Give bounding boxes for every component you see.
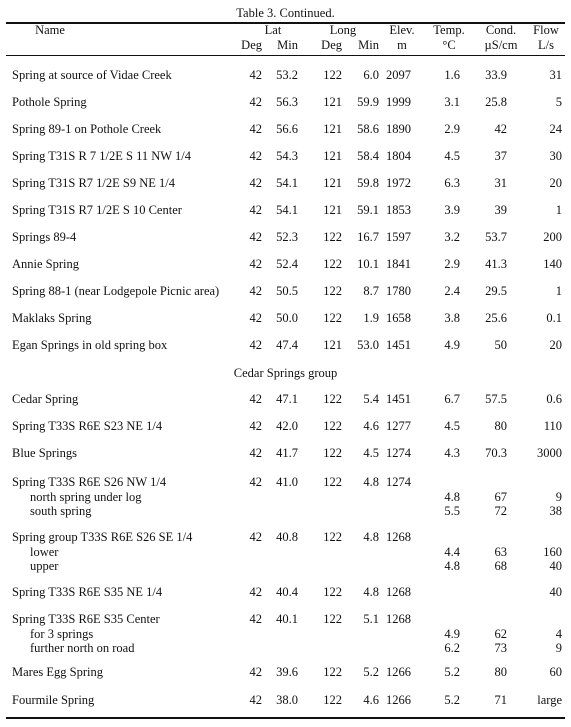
- cell-cond: 41.3: [485, 257, 507, 271]
- cell-name: Spring 89-1 on Pothole Creek: [12, 122, 162, 136]
- cell-name: north spring under log: [30, 490, 142, 504]
- cell-cond: 37: [494, 149, 507, 163]
- cell-flow: 140: [543, 257, 562, 271]
- cell-name: Spring T31S R7 1/2E S 10 Center: [12, 203, 182, 217]
- cell-temp: 2.4: [444, 284, 460, 298]
- cell-lat-min: 53.2: [276, 68, 298, 82]
- cell-name: Spring T33S R6E S23 NE 1/4: [12, 419, 163, 433]
- cell-cond: 80: [494, 665, 507, 679]
- cell-lat-deg: 42: [249, 665, 262, 679]
- header-lat-min: Min: [277, 38, 298, 52]
- cell-flow: 0.6: [546, 392, 562, 406]
- cell-flow: 30: [549, 149, 562, 163]
- header-name: Name: [35, 23, 65, 37]
- header-temp-unit: °C: [442, 38, 456, 52]
- cell-cond: 73: [494, 641, 507, 655]
- cell-temp: 4.5: [444, 149, 460, 163]
- cell-temp: 2.9: [444, 122, 460, 136]
- cell-temp: 4.9: [444, 627, 460, 641]
- cell-temp: 3.2: [444, 230, 460, 244]
- cell-long-min: 6.0: [363, 68, 379, 82]
- cell-name: Spring T33S R6E S26 NW 1/4: [12, 475, 167, 489]
- cell-lat-min: 41.7: [276, 446, 298, 460]
- cell-name: Springs 89-4: [12, 230, 77, 244]
- cell-lat-deg: 42: [249, 585, 262, 599]
- cell-temp: 4.5: [444, 419, 460, 433]
- cell-flow: 24: [549, 122, 562, 136]
- cell-lat-deg: 42: [249, 338, 262, 352]
- cell-long-min: 8.7: [363, 284, 379, 298]
- cell-temp: 4.9: [444, 338, 460, 352]
- cell-name: lower: [30, 545, 59, 559]
- cell-name: upper: [30, 559, 59, 573]
- cell-long-min: 58.4: [357, 149, 379, 163]
- header-cond-unit: µS/cm: [484, 38, 518, 52]
- cell-long-deg: 121: [323, 203, 342, 217]
- cell-long-deg: 122: [323, 446, 342, 460]
- cell-temp: 6.7: [444, 392, 460, 406]
- cell-temp: 4.3: [444, 446, 460, 460]
- cell-cond: 25.6: [485, 311, 507, 325]
- cell-cond: 33.9: [485, 68, 507, 82]
- cell-flow: 40: [549, 585, 562, 599]
- cell-flow: 38: [549, 504, 562, 518]
- cell-cond: 53.7: [485, 230, 507, 244]
- table-caption: Table 3. Continued.: [236, 6, 335, 20]
- cell-long-min: 59.1: [357, 203, 379, 217]
- cell-long-min: 5.1: [363, 612, 379, 626]
- cell-long-deg: 122: [323, 585, 342, 599]
- cell-elev: 1890: [386, 122, 411, 136]
- cell-long-deg: 122: [323, 475, 342, 489]
- cell-cond: 67: [494, 490, 507, 504]
- cell-lat-min: 39.6: [276, 665, 298, 679]
- header-long-deg: Deg: [321, 38, 342, 52]
- cell-cond: 72: [494, 504, 507, 518]
- header-temp: Temp.: [433, 23, 465, 37]
- cell-long-deg: 122: [323, 612, 342, 626]
- cell-long-deg: 122: [323, 665, 342, 679]
- header-elev: Elev.: [389, 23, 415, 37]
- cell-flow: 9: [555, 641, 562, 655]
- cell-long-deg: 122: [323, 392, 342, 406]
- cell-long-deg: 122: [323, 693, 342, 707]
- cell-elev: 1268: [386, 530, 411, 544]
- cell-name: Spring T31S R7 1/2E S9 NE 1/4: [12, 176, 175, 190]
- cell-flow: 110: [543, 419, 562, 433]
- cell-name: Spring at source of Vidae Creek: [12, 68, 172, 82]
- cell-elev: 1274: [386, 475, 411, 489]
- cell-name: Spring T33S R6E S35 Center: [12, 612, 160, 626]
- cell-lat-min: 42.0: [276, 419, 298, 433]
- cell-lat-deg: 42: [249, 284, 262, 298]
- cell-lat-deg: 42: [249, 475, 262, 489]
- cell-flow: 40: [549, 559, 562, 573]
- cell-temp: 2.9: [444, 257, 460, 271]
- cell-temp: 5.5: [444, 504, 460, 518]
- header-long: Long: [329, 23, 357, 37]
- cell-elev: 1658: [386, 311, 411, 325]
- cell-lat-deg: 42: [249, 149, 262, 163]
- cell-elev: 1274: [386, 446, 411, 460]
- cell-name: south spring: [30, 504, 92, 518]
- cell-long-deg: 121: [323, 338, 342, 352]
- cell-lat-min: 50.0: [276, 311, 298, 325]
- cell-flow: 0.1: [546, 311, 562, 325]
- cell-long-min: 4.8: [363, 475, 379, 489]
- cell-cond: 62: [494, 627, 507, 641]
- cell-temp: 5.2: [444, 665, 460, 679]
- cell-name: Egan Springs in old spring box: [12, 338, 168, 352]
- cell-name: Annie Spring: [12, 257, 80, 271]
- cell-name: Spring T31S R 7 1/2E S 11 NW 1/4: [12, 149, 191, 163]
- cell-lat-deg: 42: [249, 230, 262, 244]
- cell-lat-min: 50.5: [276, 284, 298, 298]
- cell-temp: 4.4: [444, 545, 460, 559]
- cell-name: for 3 springs: [30, 627, 94, 641]
- cell-temp: 5.2: [444, 693, 460, 707]
- header-flow-unit: L/s: [538, 38, 554, 52]
- cell-long-min: 16.7: [357, 230, 379, 244]
- cell-elev: 1277: [386, 419, 411, 433]
- header-long-min: Min: [358, 38, 379, 52]
- cell-elev: 1780: [386, 284, 411, 298]
- cell-long-min: 5.2: [363, 665, 379, 679]
- cell-flow: 4: [555, 627, 562, 641]
- cell-temp: 3.9: [444, 203, 460, 217]
- cell-long-min: 58.6: [357, 122, 379, 136]
- cell-cond: 71: [494, 693, 507, 707]
- cell-elev: 1266: [386, 665, 411, 679]
- cell-elev: 1999: [386, 95, 411, 109]
- cell-long-deg: 122: [323, 230, 342, 244]
- cell-lat-deg: 42: [249, 311, 262, 325]
- cell-lat-deg: 42: [249, 530, 262, 544]
- cell-lat-deg: 42: [249, 392, 262, 406]
- cell-name: Maklaks Spring: [12, 311, 92, 325]
- cell-long-min: 4.5: [363, 446, 379, 460]
- cell-lat-min: 41.0: [276, 475, 298, 489]
- cell-flow: 20: [549, 176, 562, 190]
- header-lat-deg: Deg: [241, 38, 262, 52]
- header-lat: Lat: [264, 23, 282, 37]
- cell-name: Spring group T33S R6E S26 SE 1/4: [12, 530, 193, 544]
- cell-name: Blue Springs: [12, 446, 77, 460]
- cell-cond: 31: [494, 176, 507, 190]
- cell-cond: 80: [494, 419, 507, 433]
- cell-name: further north on road: [30, 641, 135, 655]
- cell-long-deg: 122: [323, 311, 342, 325]
- header-elev-unit: m: [397, 38, 407, 52]
- cell-lat-deg: 42: [249, 419, 262, 433]
- cell-flow: 9: [555, 490, 562, 504]
- cell-lat-min: 40.8: [276, 530, 298, 544]
- bottom-rule: [6, 717, 565, 719]
- cell-name: Pothole Spring: [12, 95, 87, 109]
- cell-lat-min: 56.6: [276, 122, 298, 136]
- cell-long-min: 1.9: [363, 311, 379, 325]
- cell-long-deg: 122: [323, 68, 342, 82]
- cell-lat-min: 52.4: [276, 257, 298, 271]
- cell-temp: 3.1: [444, 95, 460, 109]
- cell-long-min: 4.8: [363, 585, 379, 599]
- cell-flow: 1: [555, 203, 562, 217]
- cell-elev: 1266: [386, 693, 411, 707]
- cell-temp: 3.8: [444, 311, 460, 325]
- cell-elev: 1972: [386, 176, 411, 190]
- cell-long-min: 4.6: [363, 693, 379, 707]
- group-heading: Cedar Springs group: [233, 366, 338, 380]
- cell-long-deg: 122: [323, 419, 342, 433]
- cell-cond: 42: [494, 122, 507, 136]
- cell-cond: 68: [494, 559, 507, 573]
- header-cond: Cond.: [485, 23, 517, 37]
- cell-long-deg: 122: [323, 530, 342, 544]
- cell-elev: 1451: [386, 392, 411, 406]
- cell-temp: 6.3: [444, 176, 460, 190]
- cell-lat-min: 40.4: [276, 585, 298, 599]
- cell-lat-deg: 42: [249, 122, 262, 136]
- cell-name: Mares Egg Spring: [12, 665, 103, 679]
- cell-long-min: 53.0: [357, 338, 379, 352]
- header-rule: [6, 55, 565, 56]
- cell-lat-deg: 42: [249, 95, 262, 109]
- cell-lat-min: 52.3: [276, 230, 298, 244]
- cell-flow: 20: [549, 338, 562, 352]
- cell-temp: 1.6: [444, 68, 460, 82]
- cell-lat-deg: 42: [249, 446, 262, 460]
- cell-cond: 39: [494, 203, 507, 217]
- cell-flow: 200: [543, 230, 562, 244]
- cell-elev: 1804: [386, 149, 411, 163]
- cell-lat-min: 54.1: [276, 176, 298, 190]
- cell-temp: 4.8: [444, 490, 460, 504]
- cell-elev: 1841: [386, 257, 411, 271]
- cell-name: Spring T33S R6E S35 NE 1/4: [12, 585, 163, 599]
- cell-long-deg: 121: [323, 95, 342, 109]
- cell-cond: 57.5: [485, 392, 507, 406]
- cell-long-deg: 121: [323, 149, 342, 163]
- cell-elev: 2097: [386, 68, 411, 82]
- cell-lat-deg: 42: [249, 176, 262, 190]
- header-flow: Flow: [533, 23, 559, 37]
- cell-long-min: 4.8: [363, 530, 379, 544]
- cell-cond: 25.8: [485, 95, 507, 109]
- cell-name: Spring 88-1 (near Lodgepole Picnic area): [12, 284, 220, 298]
- cell-lat-deg: 42: [249, 612, 262, 626]
- cell-long-deg: 121: [323, 176, 342, 190]
- cell-flow: 3000: [537, 446, 562, 460]
- cell-long-min: 59.9: [357, 95, 379, 109]
- cell-lat-min: 47.4: [276, 338, 298, 352]
- cell-lat-min: 54.1: [276, 203, 298, 217]
- cell-lat-min: 47.1: [276, 392, 298, 406]
- cell-long-deg: 121: [323, 122, 342, 136]
- cell-cond: 29.5: [485, 284, 507, 298]
- cell-long-deg: 122: [323, 257, 342, 271]
- cell-lat-deg: 42: [249, 693, 262, 707]
- cell-lat-deg: 42: [249, 203, 262, 217]
- cell-flow: 5: [555, 95, 562, 109]
- cell-flow: 60: [549, 665, 562, 679]
- cell-lat-min: 54.3: [276, 149, 298, 163]
- cell-name: Cedar Spring: [12, 392, 79, 406]
- cell-lat-deg: 42: [249, 68, 262, 82]
- cell-temp: 4.8: [444, 559, 460, 573]
- cell-lat-min: 40.1: [276, 612, 298, 626]
- cell-elev: 1268: [386, 585, 411, 599]
- cell-flow: large: [537, 693, 562, 707]
- cell-name: Fourmile Spring: [12, 693, 95, 707]
- cell-long-deg: 122: [323, 284, 342, 298]
- cell-long-min: 59.8: [357, 176, 379, 190]
- cell-elev: 1597: [386, 230, 411, 244]
- cell-flow: 1: [555, 284, 562, 298]
- cell-elev: 1451: [386, 338, 411, 352]
- cell-long-min: 10.1: [357, 257, 379, 271]
- cell-long-min: 5.4: [363, 392, 379, 406]
- cell-long-min: 4.6: [363, 419, 379, 433]
- cell-flow: 160: [543, 545, 562, 559]
- cell-lat-min: 38.0: [276, 693, 298, 707]
- cell-cond: 70.3: [485, 446, 507, 460]
- cell-lat-min: 56.3: [276, 95, 298, 109]
- cell-flow: 31: [549, 68, 562, 82]
- cell-temp: 6.2: [444, 641, 460, 655]
- cell-cond: 63: [494, 545, 507, 559]
- cell-elev: 1853: [386, 203, 411, 217]
- cell-elev: 1268: [386, 612, 411, 626]
- cell-cond: 50: [494, 338, 507, 352]
- cell-lat-deg: 42: [249, 257, 262, 271]
